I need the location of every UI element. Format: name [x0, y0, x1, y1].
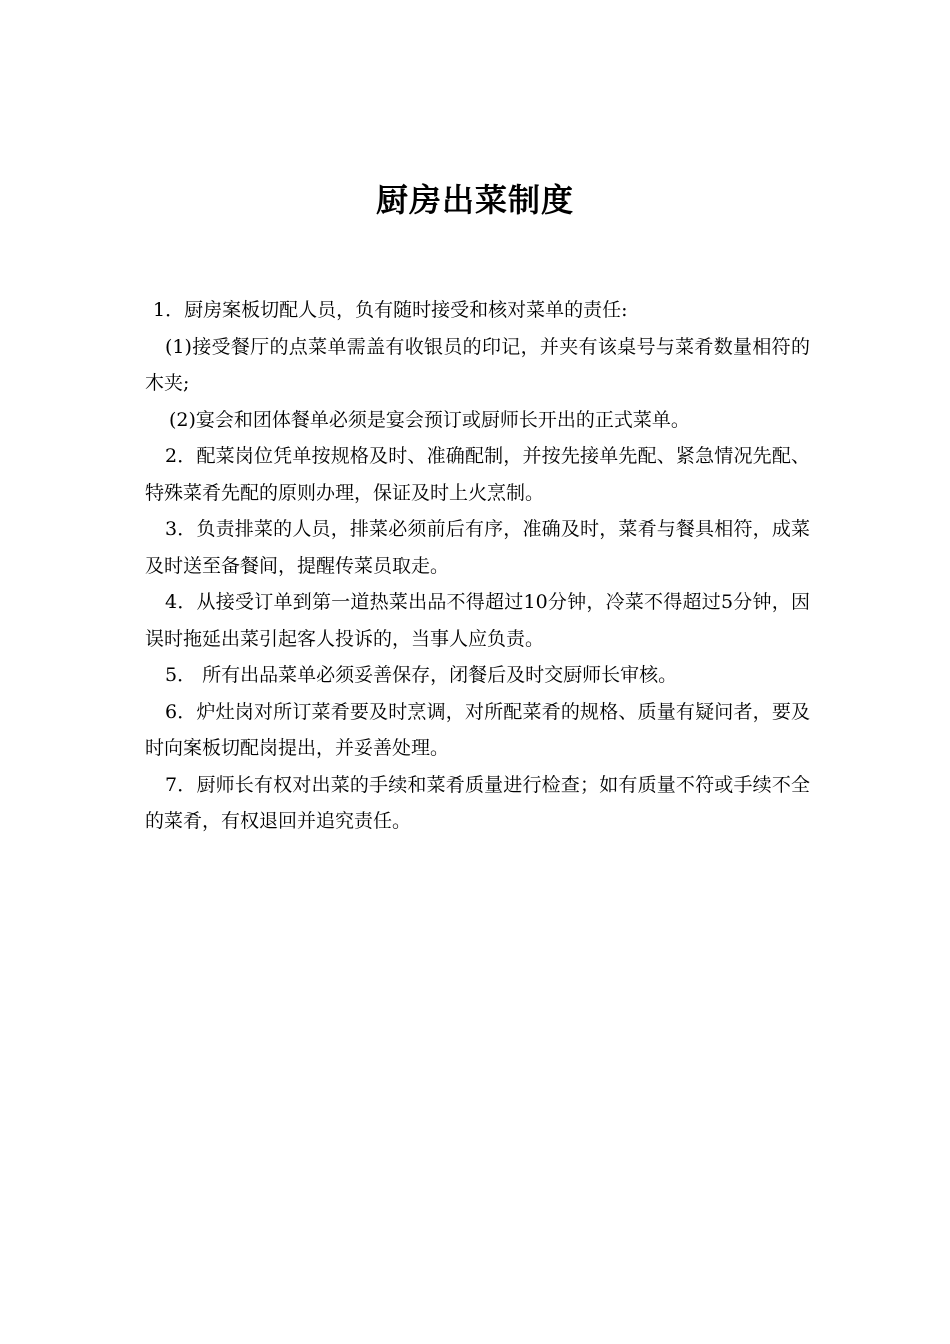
paragraph-1: 1．厨房案板切配人员，负有随时接受和核对菜单的责任: — [153, 299, 628, 321]
paragraph-4: 4．从接受订单到第一道热菜出品不得超过10分钟，冷菜不得超过5分钟，因误时拖延出菜引起客人投诉的，当事人应负责。 — [145, 591, 810, 650]
document-title: 厨房出菜制度 — [375, 181, 574, 219]
paragraph-1-sub-1: (1)接受餐厅的点菜单需盖有收银员的印记，并夹有该桌号与菜肴数量相符的木夹; — [145, 335, 810, 394]
paragraph-3: 3．负责排菜的人员，排菜必须前后有序，准确及时，菜肴与餐具相符，成菜及时送至备餐间，提醒传菜员取走。 — [145, 518, 810, 577]
paragraph-5: 5． 所有出品菜单必须妥善保存，闭餐后及时交厨师长审核。 — [165, 664, 678, 686]
paragraph-2: 2．配菜岗位凭单按规格及时、准确配制，并按先接单先配、紧急情况先配、特殊菜肴先配的原则办理，保证及时上火烹制。 — [145, 445, 810, 504]
paragraph-6: 6．炉灶岗对所订菜肴要及时烹调，对所配菜肴的规格、质量有疑问者，要及时向案板切配岗提出，并妥善处理。 — [145, 700, 810, 759]
paragraph-1-sub-2: (2)宴会和团体餐单必须是宴会预订或厨师长开出的正式菜单。 — [169, 408, 690, 431]
document-body — [145, 292, 810, 840]
paragraph-7: 7．厨师长有权对出菜的手续和菜肴质量进行检查；如有质量不符或手续不全的菜肴，有权退回并追究责任。 — [145, 773, 810, 832]
